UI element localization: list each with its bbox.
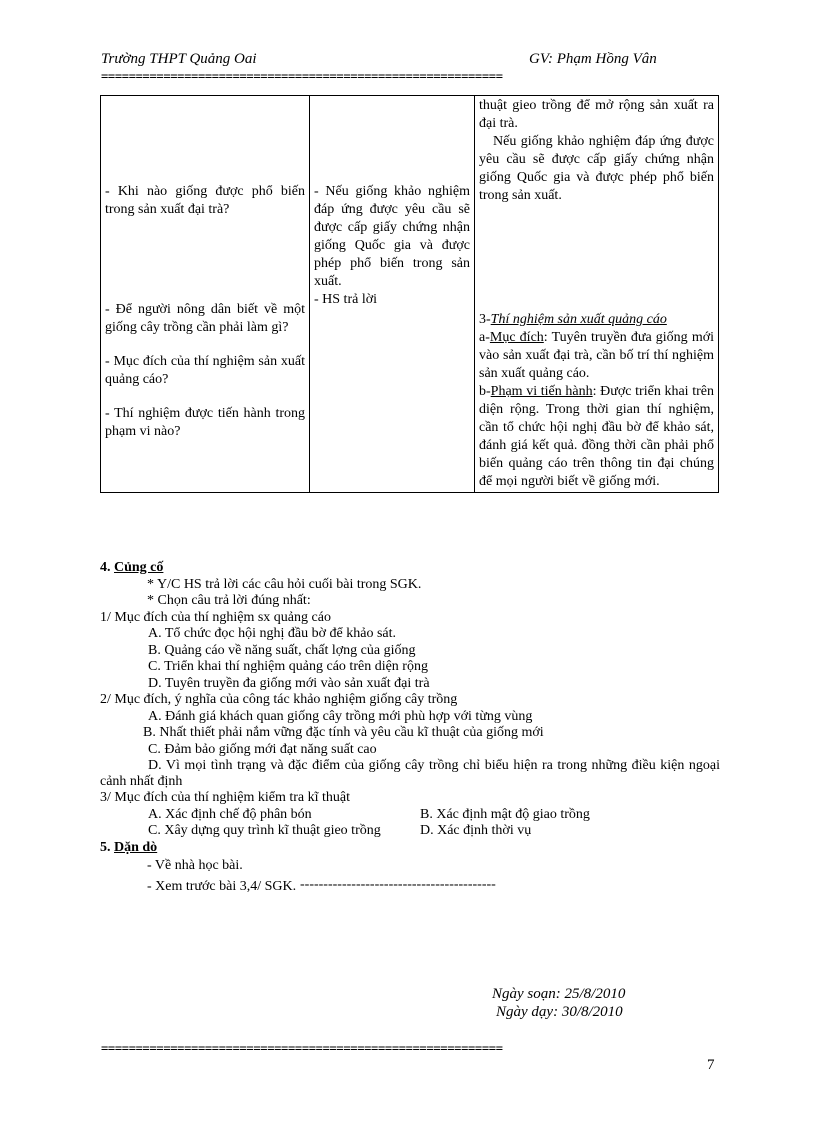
quiz-option: C. Triển khai thí nghiệm quảng cáo trên diện rộng [148, 659, 428, 674]
quiz-option-row [100, 823, 720, 840]
quiz-option-row [100, 807, 720, 824]
quiz-option: B. Xác định mật độ giao trồng [420, 806, 590, 822]
footer-rule: ========================================================== [101, 1041, 503, 1055]
quiz-option: A. Xác định chế độ phân bón [148, 806, 312, 822]
quiz-option: D. Xác định thời vụ [420, 823, 532, 838]
question-4: - Thí nghiệm được tiến hành trong phạm vi nào? [105, 406, 305, 439]
page-number: 7 [707, 1057, 715, 1073]
content-cell [475, 96, 719, 493]
quiz-option: A. Tổ chức đọc hội nghị đầu bờ để khảo sát. [148, 626, 397, 641]
instruction-line: * Chọn câu trả lời đúng nhất: [147, 593, 311, 608]
prepared-date: Ngày soạn: 25/8/2010 [492, 986, 626, 1002]
purpose-paragraph: a-Mục đích: Tuyên truyền đưa giống mới vào sản xuất đại trà, cần bố trí thí nghiệm sản xuất quảng cáo. [479, 330, 714, 381]
school-name: Trường THPT Quảng Oai [101, 51, 257, 67]
question-1: - Khi nào giống được phổ biến trong sản xuất đại trà? [105, 184, 305, 217]
content-p2: Nếu giống khảo nghiệm đáp ứng được yêu cầu sẽ được cấp giấy chứng nhận giống Quốc gia và được phép phổ biến trong sản xuất. [479, 134, 714, 203]
consolidation-section [100, 560, 720, 895]
homework-heading: 5. Dặn dò [100, 839, 158, 855]
quiz-question: 1/ Mục đích của thí nghiệm sx quảng cáo [100, 609, 331, 625]
quiz-question: 2/ Mục đích, ý nghĩa của công tác khảo nghiệm giống cây trồng [100, 692, 458, 707]
student-answers-cell [310, 96, 475, 493]
scope-paragraph: b-Phạm vi tiến hành: Được triển khai trên diện rộng. Trong thời gian thí nghiệm, cần tổ chức hội nghị đầu bờ để khảo sát, đánh giá kết quả. đồng thời cần phải phổ biến quảng cáo trên thông tin đại chúng để mọi người biết về giống mới. [479, 384, 714, 489]
quiz-option: C. Đảm bảo giống mới đạt năng suất cao [148, 741, 377, 757]
quiz-option: B. Nhất thiết phải nắm vững đặc tính và yêu cầu kĩ thuật của giống mới [143, 725, 544, 740]
homework-line: - Xem trước bài 3,4/ SGK. [147, 878, 297, 894]
quiz-option: D. Vì mọi tình trạng và đặc điểm của giống cây trồng chỉ biểu hiện ra trong những điều kiện ngoại cảnh nhất định [100, 758, 720, 789]
consolidation-heading: 4. Củng cố [100, 560, 164, 575]
answer-1: - Nếu giống khảo nghiệm đáp ứng được yêu cầu sẽ được cấp giấy chứng nhận giống Quốc gia và được phép phổ biến trong sản xuất. [314, 184, 470, 289]
table-row [101, 96, 719, 493]
header-rule: ========================================================== [101, 69, 503, 83]
quiz-option: B. Quảng cáo về năng suất, chất lợng của giống [148, 642, 416, 658]
separator-line: ------------------------------------------ [300, 877, 496, 892]
lesson-table [100, 95, 719, 493]
taught-date: Ngày dạy: 30/8/2010 [496, 1004, 623, 1020]
quiz-option: D. Tuyên truyền đa giống mới vào sản xuất đại trà [148, 675, 430, 691]
teacher-questions-cell [101, 96, 310, 493]
quiz-question: 3/ Mục đích của thí nghiệm kiểm tra kĩ thuật [100, 790, 350, 805]
teacher-name: GV: Phạm Hồng Vân [529, 51, 657, 67]
question-3: - Mục đích của thí nghiệm sản xuất quảng cáo? [105, 354, 305, 387]
quiz-option: C. Xây dựng quy trình kĩ thuật gieo trồng [148, 823, 381, 838]
answer-2: - HS trả lời [314, 292, 378, 307]
question-2: - Để người nông dân biết về một giống cây trồng cần phải làm gì? [105, 302, 305, 335]
instruction-line: * Y/C HS trả lời các câu hỏi cuối bài trong SGK. [147, 576, 422, 592]
quiz-option: A. Đánh giá khách quan giống cây trồng mới phù hợp với từng vùng [148, 708, 533, 724]
content-p1: thuật gieo trồng để mở rộng sản xuất ra đại trà. [479, 98, 714, 131]
homework-line: - Về nhà học bài. [147, 858, 243, 873]
section-3-heading: 3-Thí nghiệm sản xuất quảng cáo [479, 312, 667, 327]
